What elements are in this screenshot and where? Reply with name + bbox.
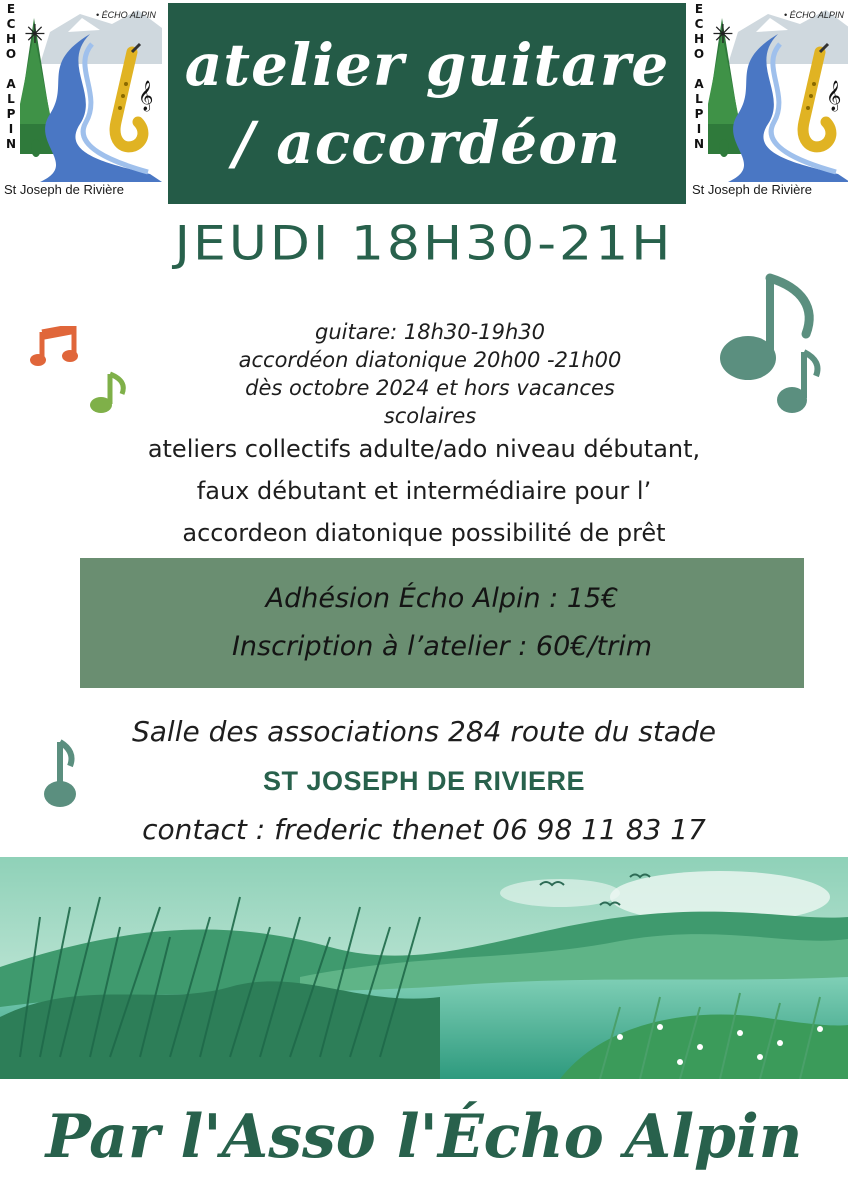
treble-clef-icon: 𝄞 — [826, 81, 842, 111]
logo-vertical-text: E C H O A L P I N — [5, 2, 17, 151]
workshop-line-2: faux débutant et intermédiaire pour l’ — [196, 477, 652, 505]
venue-address: Salle des associations 284 route du stade — [131, 715, 716, 748]
double-note-icon — [30, 326, 78, 370]
logo-vertical-text: E C H O A L P I N — [693, 2, 705, 151]
organizer-footer: Par l'Asso l'Écho Alpin — [45, 1102, 803, 1172]
workshop-line-3: accordeon diatonique possibilité de prêt — [182, 519, 666, 547]
town-name: ST JOSEPH DE RIVIERE — [262, 766, 586, 796]
detail-line-accordion: accordéon diatonique 20h00 -21h00 — [238, 348, 622, 372]
asterisk-icon: ✳ — [24, 20, 46, 50]
detail-line-period: dès octobre 2024 et hors vacances — [245, 376, 615, 400]
fees-panel — [80, 558, 804, 688]
echo-alpin-logo-right — [688, 0, 848, 205]
registration-fee: Inscription à l’atelier : 60€/trim — [231, 631, 653, 662]
music-note-icon — [88, 370, 130, 414]
schedule-heading: JEUDI 18H30-21H — [174, 217, 674, 271]
detail-line-holidays: scolaires — [383, 404, 477, 428]
title-line-2: / accordéon — [232, 108, 622, 177]
membership-fee: Adhésion Écho Alpin : 15€ — [265, 583, 619, 614]
workshop-description — [60, 428, 788, 554]
logo-subtitle: St Joseph de Rivière — [4, 182, 124, 197]
lake-landscape-illustration — [0, 857, 848, 1079]
asterisk-icon: ✳ — [712, 20, 734, 50]
double-note-icon — [712, 270, 824, 420]
contact-info: contact : frederic thenet 06 98 11 83 17 — [142, 813, 706, 846]
location-block — [0, 708, 848, 854]
schedule-details — [175, 318, 685, 430]
logo-subtitle: St Joseph de Rivière — [692, 182, 812, 197]
echo-alpin-logo-left — [0, 0, 162, 205]
logo-brand: • ÉCHO ALPIN — [96, 10, 156, 20]
workshop-line-1: ateliers collectifs adulte/ado niveau débutant, — [147, 435, 701, 463]
logo-brand: • ÉCHO ALPIN — [784, 10, 844, 20]
title-banner — [168, 3, 686, 204]
title-line-1: atelier guitare — [184, 30, 670, 99]
treble-clef-icon: 𝄞 — [138, 81, 154, 111]
detail-line-guitar: guitare: 18h30-19h30 — [315, 320, 545, 344]
